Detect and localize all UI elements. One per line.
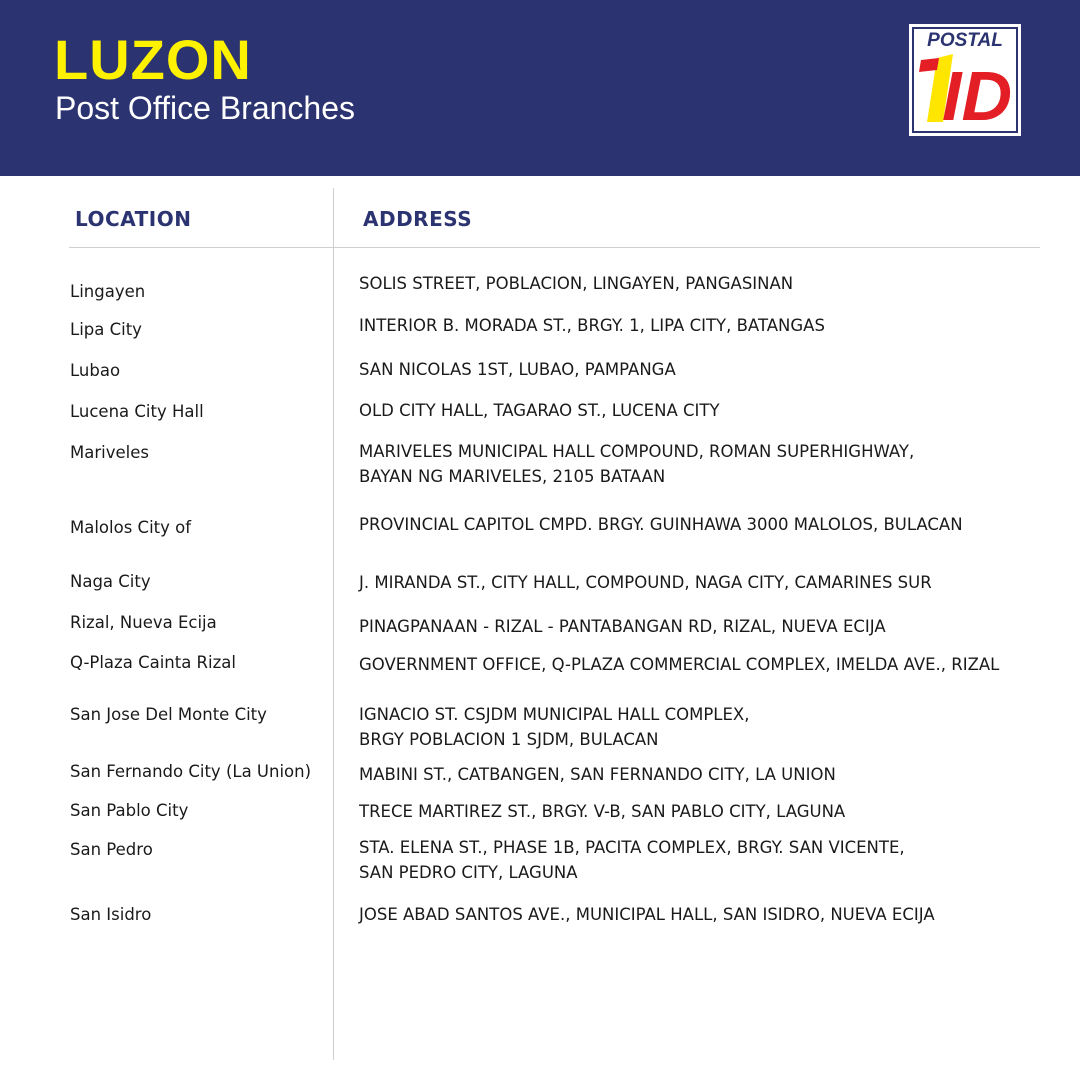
address-cell: OLD CITY HALL, TAGARAO ST., LUCENA CITY xyxy=(359,401,720,420)
address-cell: MARIVELES MUNICIPAL HALL COMPOUND, ROMAN SUPERHIGHWAY, xyxy=(359,442,915,461)
location-cell: Mariveles xyxy=(70,443,149,462)
address-cell: TRECE MARTIREZ ST., BRGY. V-B, SAN PABLO CITY, LAGUNA xyxy=(359,802,846,821)
page-subtitle: Post Office Branches xyxy=(55,90,355,126)
location-cell: San Isidro xyxy=(70,905,152,924)
address-cell: STA. ELENA ST., PHASE 1B, PACITA COMPLEX, BRGY. SAN VICENTE, xyxy=(359,838,905,857)
logo-flag-mark xyxy=(919,58,939,72)
address-cell-line-2: SAN PEDRO CITY, LAGUNA xyxy=(359,863,578,882)
location-cell: San Fernando City (La Union) xyxy=(70,762,312,781)
address-cell: IGNACIO ST. CSJDM MUNICIPAL HALL COMPLEX, xyxy=(359,705,750,724)
address-cell: PINAGPANAAN - RIZAL - PANTABANGAN RD, RIZAL, NUEVA ECIJA xyxy=(359,617,886,636)
postal-id-logo-graphic xyxy=(909,24,1021,136)
location-cell: San Jose Del Monte City xyxy=(70,705,267,724)
location-cell: Malolos City of xyxy=(70,518,192,537)
address-cell: PROVINCIAL CAPITOL CMPD. BRGY. GUINHAWA 3000 MALOLOS, BULACAN xyxy=(359,515,963,534)
location-cell: San Pablo City xyxy=(70,801,189,820)
postal-id-logo xyxy=(909,24,1021,136)
address-cell-line-2: BRGY POBLACION 1 SJDM, BULACAN xyxy=(359,730,659,749)
location-cell: Naga City xyxy=(70,572,151,591)
address-cell: GOVERNMENT OFFICE, Q-PLAZA COMMERCIAL COMPLEX, IMELDA AVE., RIZAL xyxy=(359,655,1000,674)
location-cell: San Pedro xyxy=(70,840,153,859)
address-cell: JOSE ABAD SANTOS AVE., MUNICIPAL HALL, SAN ISIDRO, NUEVA ECIJA xyxy=(359,905,935,924)
address-cell: INTERIOR B. MORADA ST., BRGY. 1, LIPA CITY, BATANGAS xyxy=(359,316,825,335)
address-cell: SAN NICOLAS 1ST, LUBAO, PAMPANGA xyxy=(359,360,676,379)
header-divider xyxy=(69,247,1040,248)
location-cell: Rizal, Nueva Ecija xyxy=(70,613,217,632)
location-cell: Lingayen xyxy=(70,282,146,301)
logo-id-text: ID xyxy=(942,57,1012,135)
header-banner xyxy=(0,0,1080,176)
address-column-header: ADDRESS xyxy=(363,207,473,231)
address-cell-line-2: BAYAN NG MARIVELES, 2105 BATAAN xyxy=(359,467,666,486)
address-cell: J. MIRANDA ST., CITY HALL, COMPOUND, NAGA CITY, CAMARINES SUR xyxy=(359,573,932,592)
location-cell: Lucena City Hall xyxy=(70,402,204,421)
logo-postal-text: POSTAL xyxy=(927,30,1003,51)
location-cell: Lipa City xyxy=(70,320,142,339)
location-column-header: LOCATION xyxy=(75,207,192,231)
column-divider xyxy=(333,188,334,1060)
address-cell: MABINI ST., CATBANGEN, SAN FERNANDO CITY, LA UNION xyxy=(359,765,836,784)
location-cell: Q-Plaza Cainta Rizal xyxy=(70,653,236,672)
location-cell: Lubao xyxy=(70,361,121,380)
region-title: LUZON xyxy=(54,28,252,91)
address-cell: SOLIS STREET, POBLACION, LINGAYEN, PANGASINAN xyxy=(359,274,794,293)
